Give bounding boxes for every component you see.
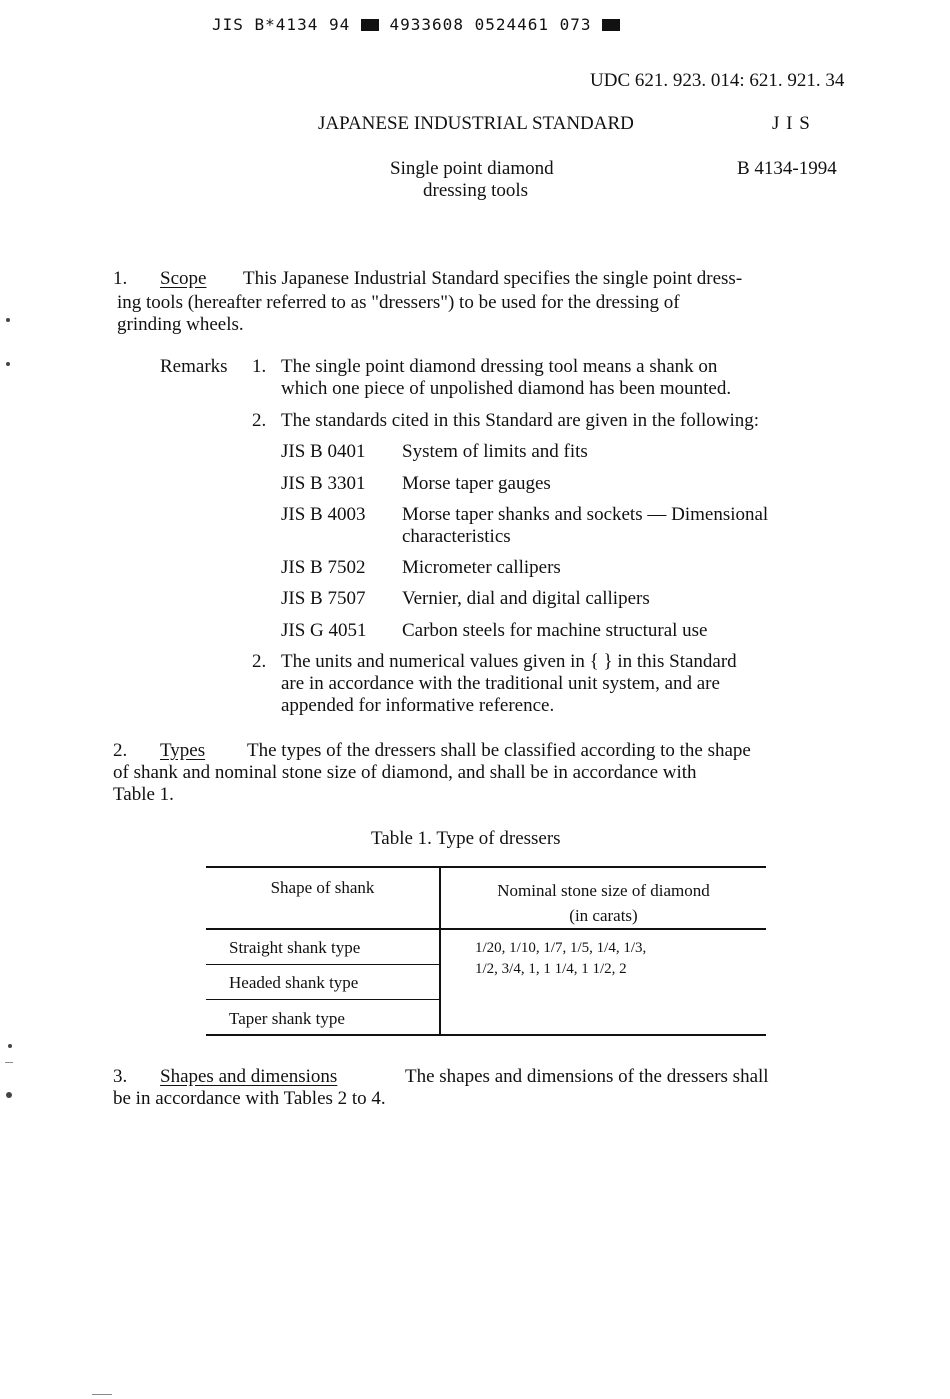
standard-title: System of limits and fits xyxy=(402,441,588,462)
remark-text: which one piece of unpolished diamond has been mounted. xyxy=(281,378,732,399)
remark-number: 2. xyxy=(252,651,267,672)
table1-caption: Table 1. Type of dressers xyxy=(371,828,561,849)
standard-code: JIS G 4051 xyxy=(281,620,367,641)
standard-code: JIS B 0401 xyxy=(281,441,366,462)
scan-speck xyxy=(8,1044,12,1048)
doc-title-line2: dressing tools xyxy=(423,180,529,201)
standard-title: Carbon steels for machine structural use xyxy=(402,620,708,641)
scan-speck xyxy=(92,1394,112,1395)
section2-text: Table 1. xyxy=(113,784,174,805)
col-header-size xyxy=(440,867,766,929)
remark-number: 1. xyxy=(252,356,267,377)
section3-text: be in accordance with Tables 2 to 4. xyxy=(113,1088,386,1109)
standard-title: Micrometer callipers xyxy=(402,557,561,578)
section2-text: of shank and nominal stone size of diamond, and shall be in accordance with xyxy=(113,762,697,783)
remark-text: The units and numerical values given in { } in this Standard xyxy=(281,651,737,672)
stone-sizes-line1: 1/20, 1/10, 1/7, 1/5, 1/4, 1/3, xyxy=(475,940,647,956)
section2-text: The types of the dressers shall be classified according to the shape xyxy=(247,740,751,761)
section2-heading: Types xyxy=(160,740,206,761)
remark-text: The standards cited in this Standard are given in the following: xyxy=(281,410,760,431)
section1-text: grinding wheels. xyxy=(117,314,244,335)
remarks-label: Remarks xyxy=(160,356,228,377)
shank-type-cell: Taper shank type xyxy=(206,999,440,1035)
jis-mark: J I S xyxy=(772,113,811,134)
standard-code: JIS B 7502 xyxy=(281,557,366,578)
section3-text: The shapes and dimensions of the dressers shall xyxy=(405,1066,769,1087)
stone-sizes-line2: 1/2, 3/4, 1, 1 1/4, 1 1/2, 2 xyxy=(475,961,627,977)
block-mark xyxy=(602,19,620,31)
scan-code-right: 4933608 0524461 073 xyxy=(389,15,592,34)
standard-title: Morse taper shanks and sockets — Dimensional characteristics xyxy=(402,504,769,547)
standard-code: JIS B 4003 xyxy=(281,504,366,525)
scan-speck xyxy=(6,1092,12,1098)
stone-sizes-cell xyxy=(440,929,766,1035)
remark-text: The single point diamond dressing tool means a shank on xyxy=(281,356,718,377)
type-of-dressers-table xyxy=(206,866,766,1036)
scan-speck xyxy=(6,318,10,322)
scan-code-header xyxy=(212,15,620,34)
section1-number: 1. xyxy=(113,268,128,289)
section3-number: 3. xyxy=(113,1066,128,1087)
col-header-size-line2: (in carats) xyxy=(569,906,638,925)
cited-standard-row xyxy=(281,441,851,463)
col-header-shape: Shape of shank xyxy=(206,867,440,929)
cited-standard-row xyxy=(281,557,851,579)
cited-standard-row xyxy=(281,473,851,495)
udc-code: UDC 621. 923. 014: 621. 921. 34 xyxy=(590,70,845,91)
scan-speck xyxy=(6,362,10,366)
shank-type-cell: Headed shank type xyxy=(206,964,440,999)
table-row xyxy=(206,929,766,964)
table-header-row xyxy=(206,867,766,929)
section1-heading: Scope xyxy=(160,268,207,289)
block-mark xyxy=(361,19,379,31)
scan-code-left: JIS B*4134 94 xyxy=(212,15,351,34)
cited-standard-row xyxy=(281,588,851,610)
shank-type-cell: Straight shank type xyxy=(206,929,440,964)
standard-code: JIS B 3301 xyxy=(281,473,366,494)
section3-heading: Shapes and dimensions xyxy=(160,1066,338,1087)
standard-title: Vernier, dial and digital callipers xyxy=(402,588,650,609)
remark-text: are in accordance with the traditional unit system, and are xyxy=(281,673,720,694)
standard-title: Morse taper gauges xyxy=(402,473,551,494)
doc-title-line1: Single point diamond xyxy=(390,158,554,179)
cited-standard-row xyxy=(281,504,851,548)
cited-standard-row xyxy=(281,620,851,642)
scan-speck xyxy=(5,1062,13,1063)
col-header-size-line1: Nominal stone size of diamond xyxy=(497,881,710,900)
section1-text: This Japanese Industrial Standard specifies the single point dress- xyxy=(243,268,743,289)
standard-code: JIS B 7507 xyxy=(281,588,366,609)
standard-org: JAPANESE INDUSTRIAL STANDARD xyxy=(318,113,634,134)
remark-text: appended for informative reference. xyxy=(281,695,555,716)
section1-text: ing tools (hereafter referred to as "dressers") to be used for the dressing of xyxy=(117,292,680,313)
remark-number: 2. xyxy=(252,410,267,431)
section2-number: 2. xyxy=(113,740,128,761)
doc-number: B 4134-1994 xyxy=(737,158,837,179)
